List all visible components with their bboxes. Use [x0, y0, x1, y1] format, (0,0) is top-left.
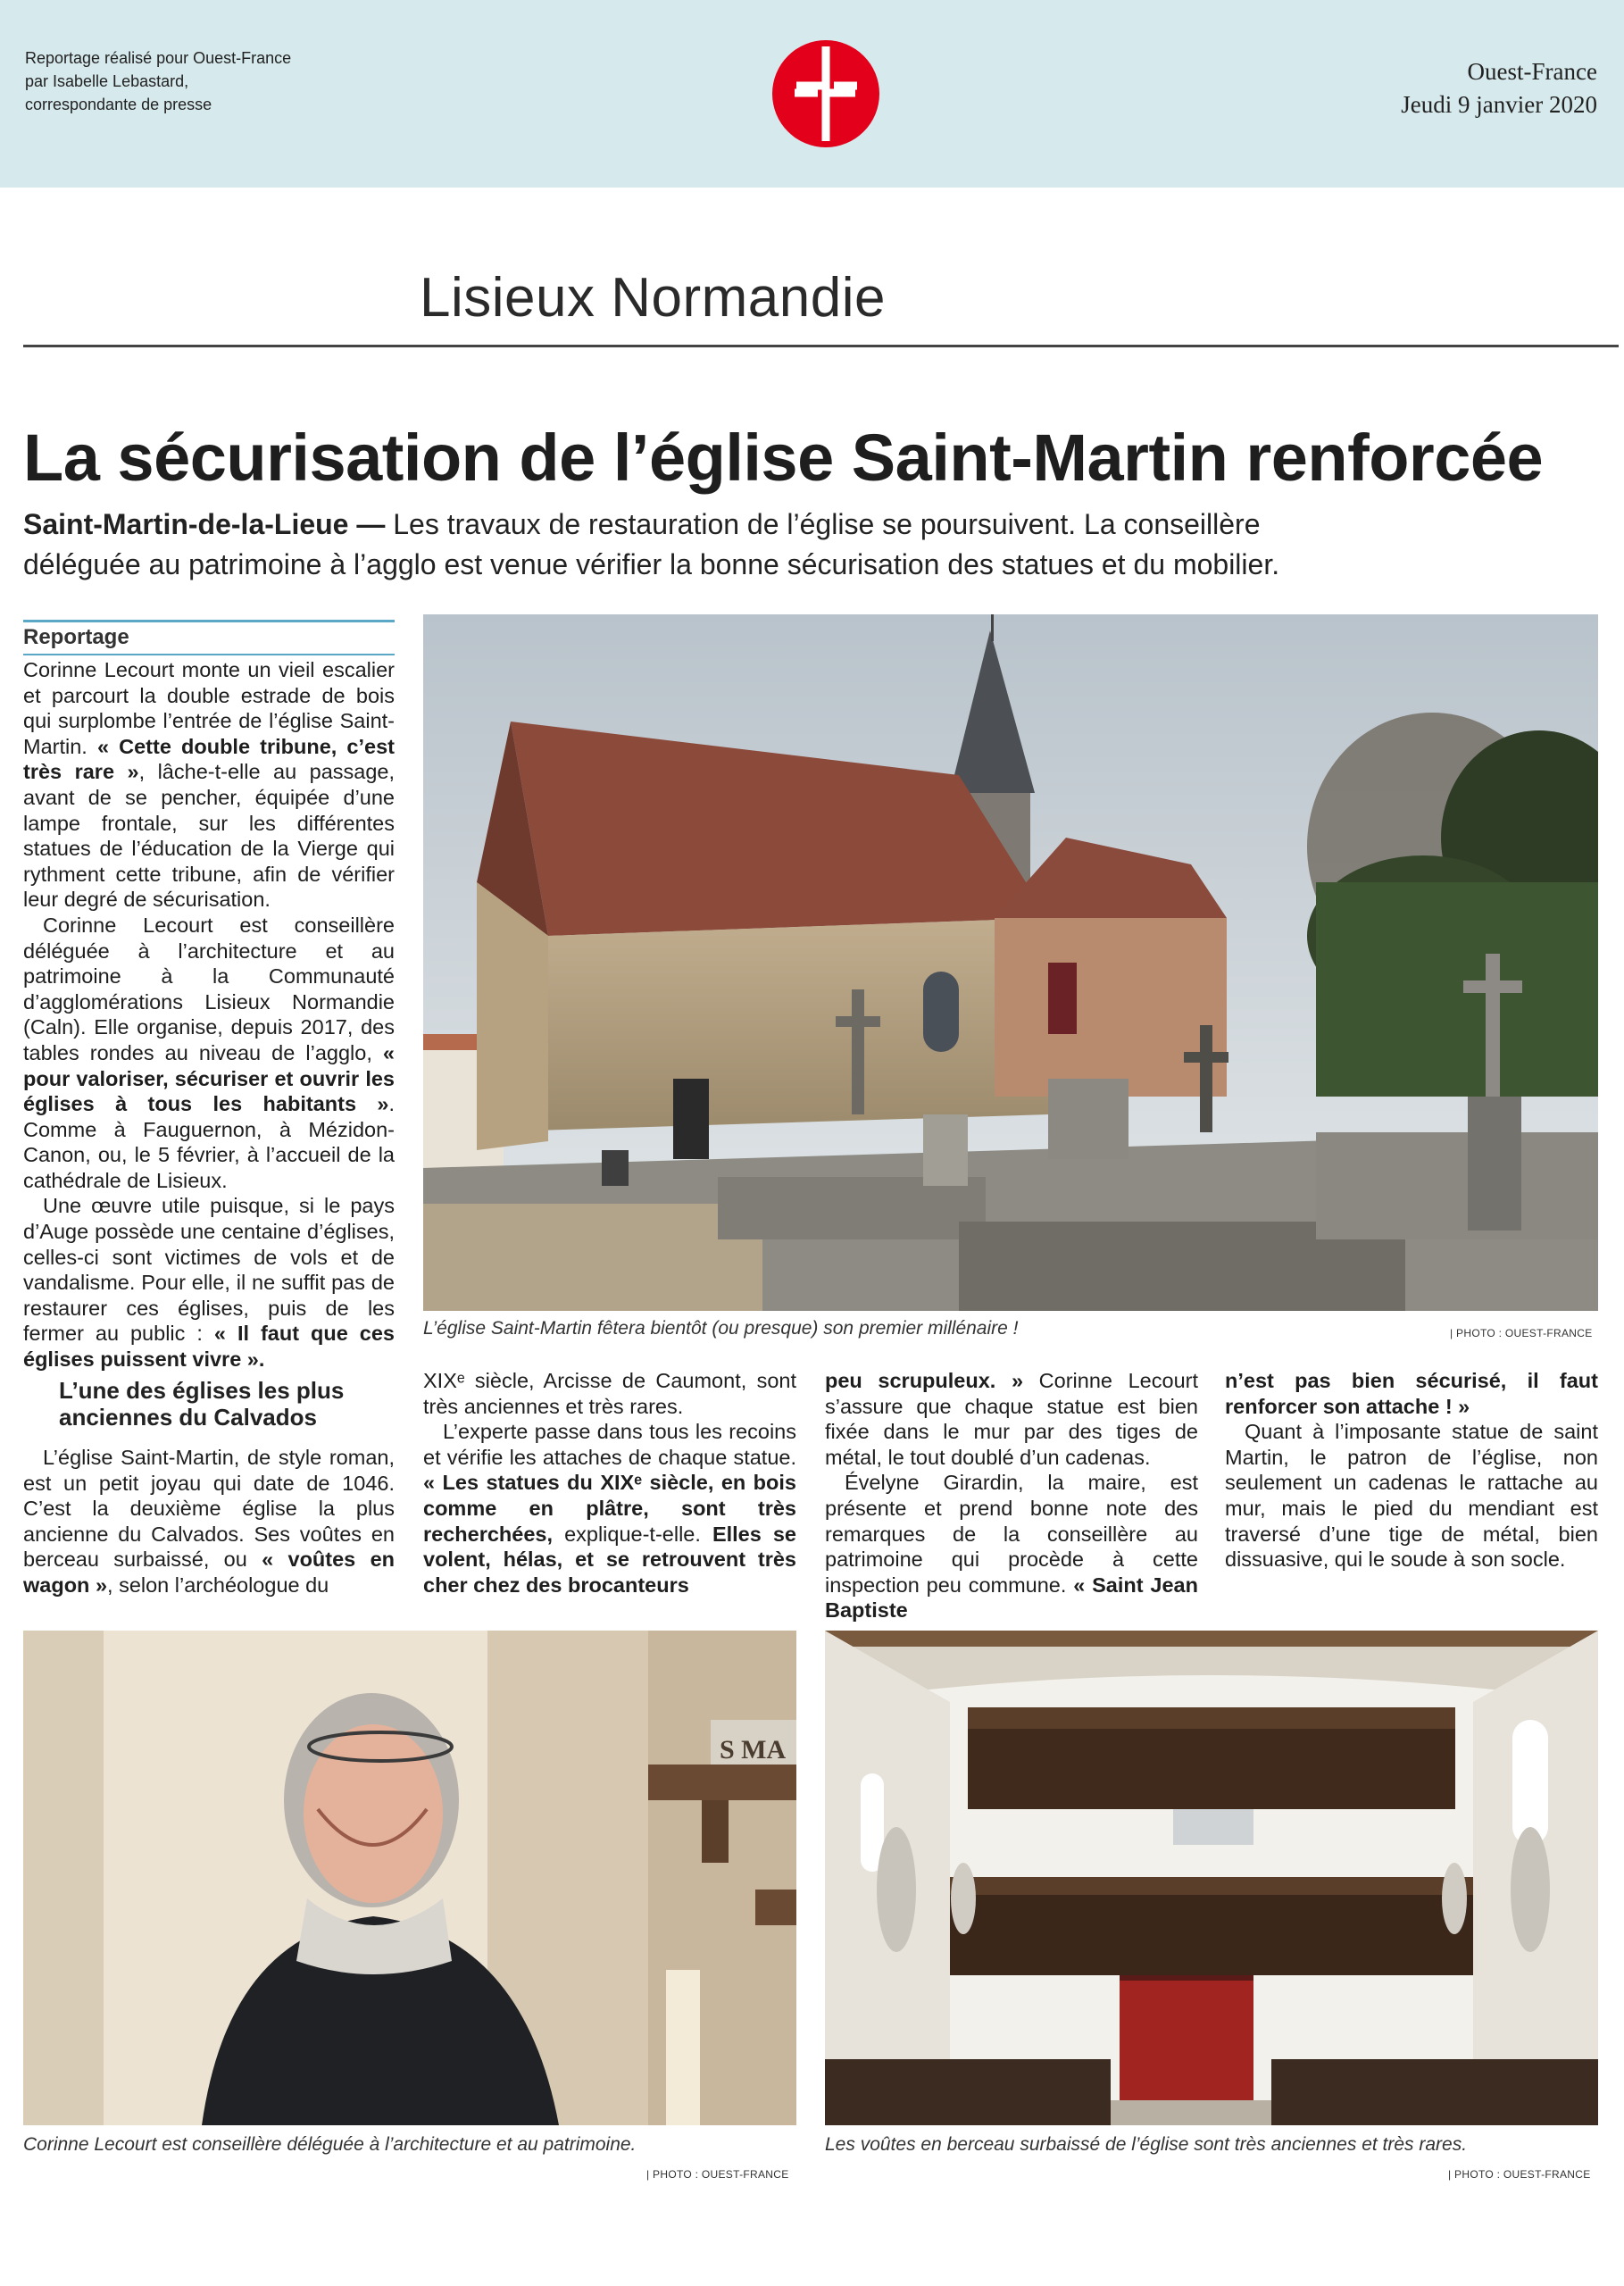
paragraph: Corinne Lecourt monte un vieil escalier et parcourt la double estrade de bois qui surplombe l’entrée de l’église Saint-Martin. « Cette double tribune, c’est très rare », lâche-t-elle au passage, avant de se pencher, équipée d’une lampe frontale, sur les différentes statues de l’éducation de la Vierge qui rythment cette tribune, afin de vérifier leur degré de sécurisation. — [23, 658, 396, 912]
portrait-caption: Corinne Lecourt est conseillère déléguée à l’architecture et au patrimoine. — [23, 2134, 637, 2155]
section-divider — [23, 345, 1619, 347]
credit-line: correspondante de presse — [25, 96, 212, 113]
portrait-credit: | PHOTO : OUEST-FRANCE — [646, 2168, 789, 2181]
church-interior-photo — [825, 1631, 1598, 2125]
ouest-france-logo-icon — [771, 39, 880, 148]
chapo-text: Les travaux de restauration de l’église se poursuivent. La conseillère déléguée au patrimoine à l’agglo est venue vérifier la bonne sécurisation des statues et du mobilier. — [23, 508, 1280, 580]
column-1 — [23, 657, 395, 1372]
paragraph: XIXᵉ siècle, Arcisse de Caumont, sont très anciennes et très rares. — [423, 1369, 796, 1418]
paragraph: Une œuvre utile puisque, si le pays d’Auge possède une centaine d’églises, celles-ci sont victimes de vols et de vandalisme. Pour elle, il ne suffit pas de restaurer ces églises, puis de les fermer au public : « Il faut que ces églises puissent vivre ». — [23, 1194, 395, 1372]
interior-caption: Les voûtes en berceau surbaissé de l’église sont très anciennes et très rares. — [825, 2134, 1468, 2155]
paragraph: peu scrupuleux. » Corinne Lecourt s’assure que chaque statue est bien fixée dans le mur par des tiges de métal, le tout doublé d’un cadenas. — [825, 1369, 1198, 1469]
column-2 — [423, 1368, 796, 1598]
paragraph: n’est pas bien sécurisé, il faut renforcer son attache ! » — [1225, 1369, 1598, 1418]
column-1-bottom — [23, 1445, 395, 1598]
kicker-label: Reportage — [23, 620, 395, 655]
intertitle: L’une des églises les plus anciennes du Calvados — [59, 1377, 345, 1431]
paragraph: Quant à l’imposante statue de saint Martin, le patron de l’église, non seulement un cadenas le rattache au mur, mais le pied du mendiant est traversé d’une tige de métal, bien dissuasive, qui le soude à son socle. — [1225, 1420, 1598, 1572]
church-exterior-photo — [423, 614, 1598, 1311]
credit-line: Reportage réalisé pour Ouest-France — [25, 49, 292, 67]
header-band — [0, 0, 1624, 188]
section-title: Lisieux Normandie — [420, 267, 886, 329]
publication-info — [1401, 55, 1597, 121]
column-4 — [1225, 1368, 1598, 1573]
interior-credit: | PHOTO : OUEST-FRANCE — [1448, 2168, 1591, 2181]
paragraph: Évelyne Girardin, la maire, est présente et prend bonne note des remarques de la conseillère au patrimoine qui procède à cette inspection peu commune. « Saint Jean Baptiste — [825, 1471, 1198, 1623]
chapo-place: Saint-Martin-de-la-Lieue — — [23, 508, 386, 540]
article-chapo — [23, 505, 1362, 585]
credit-line: par Isabelle Lebastard, — [25, 72, 189, 90]
column-3 — [825, 1368, 1198, 1623]
main-photo-credit: | PHOTO : OUEST-FRANCE — [1450, 1327, 1593, 1339]
publication-date: Jeudi 9 janvier 2020 — [1401, 91, 1597, 118]
portrait-photo — [23, 1631, 796, 2125]
wall-sign-text: S MA — [720, 1735, 787, 1765]
reporter-credit — [25, 46, 291, 116]
paragraph: Corinne Lecourt est conseillère déléguée à l’architecture et au patrimoine à la Communauté d’agglomérations Lisieux Normandie (Caln). Elle organise, depuis 2017, des tables rondes au niveau de l’agglo, « pour valoriser, sécuriser et ouvrir les églises à tous les habitants ». Comme à Fauguernon, à Mézidon-Canon, ou, le 5 février, à l’accueil de la cathédrale de Lisieux. — [23, 913, 395, 1192]
publication-name: Ouest-France — [1467, 58, 1597, 85]
paragraph: L’experte passe dans tous les recoins et vérifie les attaches de chaque statue. « Les statues du XIXᵉ siècle, en bois comme en plâtre, sont très recherchées, explique-t-elle. Elles se volent, hélas, et se retrouvent très cher chez des brocanteurs — [423, 1420, 797, 1597]
paragraph: L’église Saint-Martin, de style roman, est un petit joyau qui date de 1046. C’est la deuxième église la plus ancienne du Calvados. Ses voûtes en berceau surbaissé, ou « voûtes en wagon », selon l’archéologue du — [23, 1446, 395, 1597]
main-photo-caption: L’église Saint-Martin fêtera bientôt (ou presque) son premier millénaire ! — [423, 1318, 1019, 1339]
article-headline: La sécurisation de l’église Saint-Martin renforcée — [23, 421, 1544, 495]
